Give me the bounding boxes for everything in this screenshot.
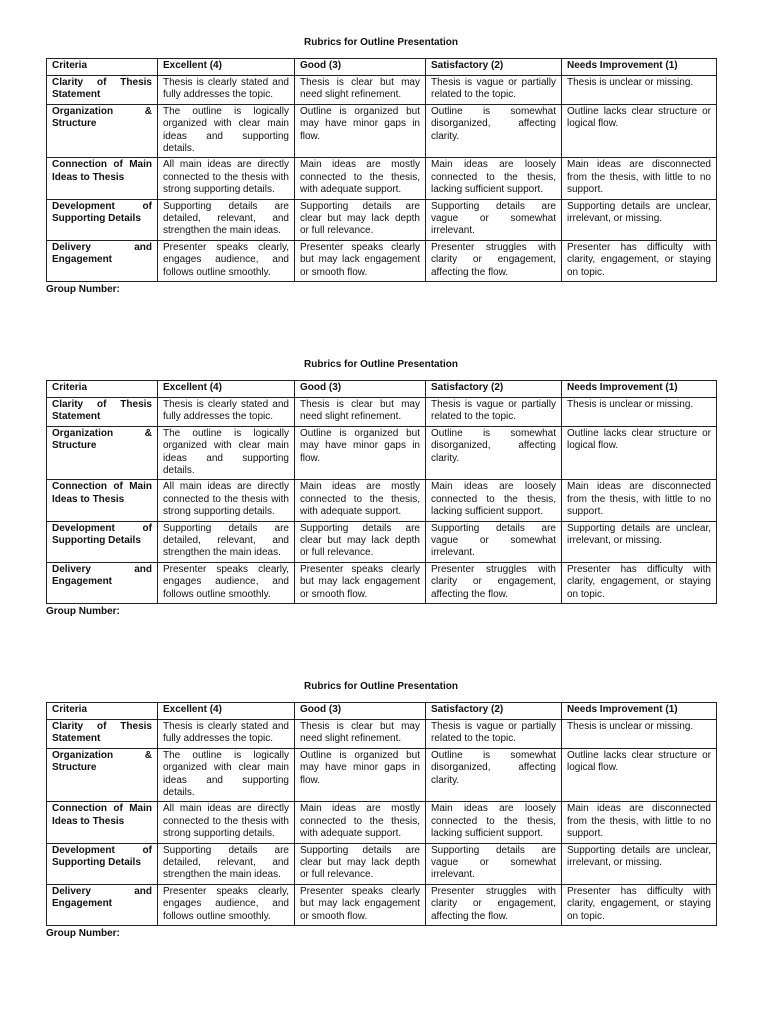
criteria-cell: Organization & Structure bbox=[47, 748, 158, 802]
criteria-cell: Connection of Main Ideas to Thesis bbox=[47, 480, 158, 521]
descriptor-cell: Outline lacks clear structure or logical flow. bbox=[562, 426, 717, 480]
descriptor-cell: Thesis is clear but may need slight refinement. bbox=[295, 76, 426, 105]
descriptor-cell: Thesis is clearly stated and fully addresses the topic. bbox=[158, 398, 295, 427]
descriptor-cell: Supporting details are clear but may lack depth or full relevance. bbox=[295, 521, 426, 562]
column-header: Needs Improvement (1) bbox=[562, 381, 717, 398]
column-header: Good (3) bbox=[295, 703, 426, 720]
column-header: Criteria bbox=[47, 703, 158, 720]
descriptor-cell: Presenter struggles with clarity or engagement, affecting the flow. bbox=[426, 884, 562, 925]
criteria-cell: Development of Supporting Details bbox=[47, 843, 158, 884]
rubric-title: Rubrics for Outline Presentation bbox=[304, 681, 458, 692]
descriptor-cell: Main ideas are mostly connected to the thesis, with adequate support. bbox=[295, 802, 426, 843]
column-header: Criteria bbox=[47, 381, 158, 398]
table-row bbox=[47, 398, 717, 427]
criteria-cell: Development of Supporting Details bbox=[47, 521, 158, 562]
descriptor-cell: Thesis is clearly stated and fully addresses the topic. bbox=[158, 76, 295, 105]
table-row bbox=[47, 480, 717, 521]
column-header: Needs Improvement (1) bbox=[562, 703, 717, 720]
rubric-block bbox=[46, 358, 716, 617]
column-header: Criteria bbox=[47, 59, 158, 76]
rubric-title: Rubrics for Outline Presentation bbox=[304, 37, 458, 48]
rubric-table bbox=[46, 702, 717, 926]
descriptor-cell: Supporting details are unclear, irrelevant, or missing. bbox=[562, 843, 717, 884]
header-row bbox=[47, 381, 717, 398]
header-row bbox=[47, 59, 717, 76]
descriptor-cell: Main ideas are loosely connected to the thesis, lacking sufficient support. bbox=[426, 480, 562, 521]
descriptor-cell: Thesis is unclear or missing. bbox=[562, 76, 717, 105]
descriptor-cell: The outline is logically organized with clear main ideas and supporting details. bbox=[158, 426, 295, 480]
descriptor-cell: Main ideas are loosely connected to the thesis, lacking sufficient support. bbox=[426, 802, 562, 843]
descriptor-cell: All main ideas are directly connected to the thesis with strong supporting details. bbox=[158, 802, 295, 843]
criteria-cell: Clarity of Thesis Statement bbox=[47, 398, 158, 427]
descriptor-cell: Supporting details are detailed, relevant, and strengthen the main ideas. bbox=[158, 199, 295, 240]
descriptor-cell: Presenter has difficulty with clarity, engagement, or staying on topic. bbox=[562, 562, 717, 603]
column-header: Excellent (4) bbox=[158, 381, 295, 398]
criteria-cell: Organization & Structure bbox=[47, 426, 158, 480]
descriptor-cell: Outline lacks clear structure or logical flow. bbox=[562, 104, 717, 158]
descriptor-cell: Presenter speaks clearly, engages audience, and follows outline smoothly. bbox=[158, 884, 295, 925]
descriptor-cell: Main ideas are disconnected from the thesis, with little to no support. bbox=[562, 158, 717, 199]
descriptor-cell: Presenter speaks clearly, engages audience, and follows outline smoothly. bbox=[158, 240, 295, 281]
descriptor-cell: Presenter speaks clearly but may lack engagement or smooth flow. bbox=[295, 884, 426, 925]
criteria-cell: Clarity of Thesis Statement bbox=[47, 76, 158, 105]
column-header: Excellent (4) bbox=[158, 59, 295, 76]
descriptor-cell: Thesis is vague or partially related to the topic. bbox=[426, 720, 562, 749]
descriptor-cell: Presenter speaks clearly but may lack engagement or smooth flow. bbox=[295, 562, 426, 603]
descriptor-cell: Supporting details are unclear, irrelevant, or missing. bbox=[562, 521, 717, 562]
criteria-cell: Clarity of Thesis Statement bbox=[47, 720, 158, 749]
group-number-label: Group Number: bbox=[46, 606, 120, 618]
descriptor-cell: Main ideas are disconnected from the thesis, with little to no support. bbox=[562, 480, 717, 521]
descriptor-cell: Main ideas are mostly connected to the thesis, with adequate support. bbox=[295, 480, 426, 521]
rubric-title: Rubrics for Outline Presentation bbox=[304, 359, 458, 370]
descriptor-cell: The outline is logically organized with clear main ideas and supporting details. bbox=[158, 748, 295, 802]
descriptor-cell: Supporting details are detailed, relevant, and strengthen the main ideas. bbox=[158, 843, 295, 884]
descriptor-cell: Outline lacks clear structure or logical flow. bbox=[562, 748, 717, 802]
descriptor-cell: Main ideas are loosely connected to the thesis, lacking sufficient support. bbox=[426, 158, 562, 199]
descriptor-cell: Main ideas are disconnected from the thesis, with little to no support. bbox=[562, 802, 717, 843]
descriptor-cell: Thesis is clearly stated and fully addresses the topic. bbox=[158, 720, 295, 749]
descriptor-cell: Main ideas are mostly connected to the thesis, with adequate support. bbox=[295, 158, 426, 199]
descriptor-cell: Presenter struggles with clarity or engagement, affecting the flow. bbox=[426, 240, 562, 281]
descriptor-cell: Supporting details are vague or somewhat irrelevant. bbox=[426, 521, 562, 562]
table-row bbox=[47, 104, 717, 158]
column-header: Satisfactory (2) bbox=[426, 381, 562, 398]
table-row bbox=[47, 802, 717, 843]
table-row bbox=[47, 720, 717, 749]
table-row bbox=[47, 76, 717, 105]
descriptor-cell: Thesis is clear but may need slight refinement. bbox=[295, 720, 426, 749]
descriptor-cell: The outline is logically organized with clear main ideas and supporting details. bbox=[158, 104, 295, 158]
descriptor-cell: Presenter speaks clearly but may lack engagement or smooth flow. bbox=[295, 240, 426, 281]
descriptor-cell: Supporting details are clear but may lack depth or full relevance. bbox=[295, 843, 426, 884]
descriptor-cell: All main ideas are directly connected to the thesis with strong supporting details. bbox=[158, 480, 295, 521]
descriptor-cell: Outline is organized but may have minor gaps in flow. bbox=[295, 748, 426, 802]
descriptor-cell: Outline is somewhat disorganized, affecting clarity. bbox=[426, 748, 562, 802]
descriptor-cell: Thesis is unclear or missing. bbox=[562, 720, 717, 749]
rubric-table bbox=[46, 58, 717, 282]
criteria-cell: Delivery and Engagement bbox=[47, 562, 158, 603]
rubric-block bbox=[46, 680, 716, 939]
descriptor-cell: Thesis is unclear or missing. bbox=[562, 398, 717, 427]
criteria-cell: Connection of Main Ideas to Thesis bbox=[47, 158, 158, 199]
descriptor-cell: Presenter has difficulty with clarity, engagement, or staying on topic. bbox=[562, 240, 717, 281]
descriptor-cell: Outline is somewhat disorganized, affecting clarity. bbox=[426, 104, 562, 158]
header-row bbox=[47, 703, 717, 720]
criteria-cell: Connection of Main Ideas to Thesis bbox=[47, 802, 158, 843]
group-number-label: Group Number: bbox=[46, 284, 120, 296]
descriptor-cell: Supporting details are vague or somewhat irrelevant. bbox=[426, 199, 562, 240]
column-header: Good (3) bbox=[295, 381, 426, 398]
descriptor-cell: Supporting details are unclear, irrelevant, or missing. bbox=[562, 199, 717, 240]
descriptor-cell: Supporting details are vague or somewhat irrelevant. bbox=[426, 843, 562, 884]
descriptor-cell: Thesis is vague or partially related to the topic. bbox=[426, 76, 562, 105]
descriptor-cell: Thesis is vague or partially related to the topic. bbox=[426, 398, 562, 427]
criteria-cell: Delivery and Engagement bbox=[47, 884, 158, 925]
table-row bbox=[47, 748, 717, 802]
table-row bbox=[47, 562, 717, 603]
table-row bbox=[47, 521, 717, 562]
table-row bbox=[47, 843, 717, 884]
table-row bbox=[47, 426, 717, 480]
column-header: Good (3) bbox=[295, 59, 426, 76]
descriptor-cell: Presenter has difficulty with clarity, engagement, or staying on topic. bbox=[562, 884, 717, 925]
criteria-cell: Organization & Structure bbox=[47, 104, 158, 158]
descriptor-cell: Supporting details are detailed, relevant, and strengthen the main ideas. bbox=[158, 521, 295, 562]
descriptor-cell: Outline is somewhat disorganized, affecting clarity. bbox=[426, 426, 562, 480]
column-header: Excellent (4) bbox=[158, 703, 295, 720]
group-number-label: Group Number: bbox=[46, 928, 120, 940]
column-header: Needs Improvement (1) bbox=[562, 59, 717, 76]
descriptor-cell: All main ideas are directly connected to the thesis with strong supporting details. bbox=[158, 158, 295, 199]
criteria-cell: Development of Supporting Details bbox=[47, 199, 158, 240]
descriptor-cell: Outline is organized but may have minor gaps in flow. bbox=[295, 104, 426, 158]
table-row bbox=[47, 199, 717, 240]
column-header: Satisfactory (2) bbox=[426, 703, 562, 720]
column-header: Satisfactory (2) bbox=[426, 59, 562, 76]
criteria-cell: Delivery and Engagement bbox=[47, 240, 158, 281]
rubric-block bbox=[46, 36, 716, 295]
table-row bbox=[47, 240, 717, 281]
descriptor-cell: Presenter speaks clearly, engages audience, and follows outline smoothly. bbox=[158, 562, 295, 603]
descriptor-cell: Supporting details are clear but may lack depth or full relevance. bbox=[295, 199, 426, 240]
descriptor-cell: Thesis is clear but may need slight refinement. bbox=[295, 398, 426, 427]
table-row bbox=[47, 158, 717, 199]
table-row bbox=[47, 884, 717, 925]
rubric-table bbox=[46, 380, 717, 604]
descriptor-cell: Outline is organized but may have minor gaps in flow. bbox=[295, 426, 426, 480]
descriptor-cell: Presenter struggles with clarity or engagement, affecting the flow. bbox=[426, 562, 562, 603]
